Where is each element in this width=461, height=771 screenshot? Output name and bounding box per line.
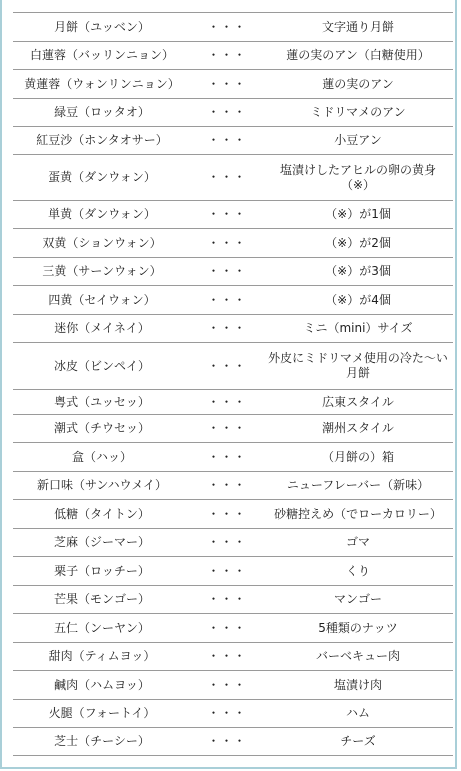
meaning-cell: （※）が4個	[263, 286, 453, 315]
meaning-cell: ニューフレーバー（新味）	[263, 472, 453, 500]
table-row	[13, 614, 453, 643]
term-cell: 甜肉（ティムヨッ）	[13, 643, 191, 671]
meaning-cell: 砂糖控えめ（でローカロリー）	[263, 500, 453, 529]
separator-cell: ・・・	[191, 42, 263, 70]
table-row	[13, 643, 453, 671]
table-row	[13, 99, 453, 127]
meaning-cell: くり	[263, 557, 453, 586]
mooncake-glossary-table	[13, 12, 453, 756]
table-row	[13, 586, 453, 614]
separator-cell: ・・・	[191, 315, 263, 343]
separator-cell: ・・・	[191, 13, 263, 42]
table-row	[13, 155, 453, 201]
term-cell: 双黄（ションウォン）	[13, 229, 191, 258]
term-cell: 盒（ハッ）	[13, 443, 191, 472]
table-row	[13, 42, 453, 70]
meaning-cell: 塩漬けしたアヒルの卵の黄身 （※）	[263, 155, 453, 201]
table-row	[13, 472, 453, 500]
term-cell: 低糖（タイトン）	[13, 500, 191, 529]
term-cell: 新口味（サンハウメイ）	[13, 472, 191, 500]
separator-cell: ・・・	[191, 586, 263, 614]
term-cell: 芝士（チーシー）	[13, 728, 191, 756]
table-row	[13, 127, 453, 155]
separator-cell: ・・・	[191, 343, 263, 390]
meaning-cell: バーベキュー肉	[263, 643, 453, 671]
term-cell: 鹹肉（ハムヨッ）	[13, 671, 191, 700]
term-cell: 単黄（ダンウォン）	[13, 201, 191, 229]
meaning-cell: （※）が1個	[263, 201, 453, 229]
meaning-cell: （※）が2個	[263, 229, 453, 258]
meaning-cell: 蓮の実のアン	[263, 70, 453, 99]
term-cell: 粤式（ユッセッ）	[13, 390, 191, 415]
meaning-cell: 外皮にミドリマメ使用の冷た～い 月餅	[263, 343, 453, 390]
term-cell: 迷你（メイネイ）	[13, 315, 191, 343]
meaning-cell: ハム	[263, 700, 453, 728]
separator-cell: ・・・	[191, 671, 263, 700]
table-row	[13, 70, 453, 99]
term-cell: 潮式（チウセッ）	[13, 415, 191, 443]
separator-cell: ・・・	[191, 258, 263, 286]
term-cell: 白蓮蓉（バッリンニョン）	[13, 42, 191, 70]
separator-cell: ・・・	[191, 728, 263, 756]
table-row	[13, 201, 453, 229]
term-cell: 五仁（ンーヤン）	[13, 614, 191, 643]
meaning-cell: ミニ（mini）サイズ	[263, 315, 453, 343]
term-cell: 四黄（セイウォン）	[13, 286, 191, 315]
meaning-cell: 潮州スタイル	[263, 415, 453, 443]
meaning-cell: 小豆アン	[263, 127, 453, 155]
term-cell: 紅豆沙（ホンタオサー）	[13, 127, 191, 155]
table-row	[13, 315, 453, 343]
meaning-cell: ゴマ	[263, 529, 453, 557]
separator-cell: ・・・	[191, 500, 263, 529]
meaning-cell: 文字通り月餅	[263, 13, 453, 42]
table-row	[13, 415, 453, 443]
table-row	[13, 728, 453, 756]
term-cell: 芝麻（ジーマー）	[13, 529, 191, 557]
meaning-cell: ミドリマメのアン	[263, 99, 453, 127]
separator-cell: ・・・	[191, 155, 263, 201]
separator-cell: ・・・	[191, 529, 263, 557]
term-cell: 三黄（サーンウォン）	[13, 258, 191, 286]
separator-cell: ・・・	[191, 99, 263, 127]
term-cell: 芒果（モンゴー）	[13, 586, 191, 614]
table-row	[13, 286, 453, 315]
glossary-body	[13, 13, 453, 756]
term-cell: 冰皮（ビンペイ）	[13, 343, 191, 390]
meaning-cell: 塩漬け肉	[263, 671, 453, 700]
term-cell: 蛋黄（ダンウォン）	[13, 155, 191, 201]
separator-cell: ・・・	[191, 229, 263, 258]
meaning-cell: マンゴー	[263, 586, 453, 614]
table-row	[13, 390, 453, 415]
separator-cell: ・・・	[191, 415, 263, 443]
separator-cell: ・・・	[191, 700, 263, 728]
term-cell: 緑豆（ロッタオ）	[13, 99, 191, 127]
table-row	[13, 500, 453, 529]
separator-cell: ・・・	[191, 443, 263, 472]
separator-cell: ・・・	[191, 127, 263, 155]
table-row	[13, 529, 453, 557]
term-cell: 黄蓮蓉（ウォンリンニョン）	[13, 70, 191, 99]
meaning-cell: チーズ	[263, 728, 453, 756]
table-row	[13, 700, 453, 728]
separator-cell: ・・・	[191, 286, 263, 315]
separator-cell: ・・・	[191, 614, 263, 643]
table-row	[13, 343, 453, 390]
separator-cell: ・・・	[191, 472, 263, 500]
separator-cell: ・・・	[191, 70, 263, 99]
meaning-cell: 広東スタイル	[263, 390, 453, 415]
meaning-cell: （月餅の）箱	[263, 443, 453, 472]
separator-cell: ・・・	[191, 390, 263, 415]
table-row	[13, 13, 453, 42]
term-cell: 栗子（ロッチー）	[13, 557, 191, 586]
term-cell: 火腿（フォートイ）	[13, 700, 191, 728]
table-row	[13, 258, 453, 286]
meaning-cell: 5種類のナッツ	[263, 614, 453, 643]
separator-cell: ・・・	[191, 557, 263, 586]
table-row	[13, 557, 453, 586]
table-row	[13, 229, 453, 258]
separator-cell: ・・・	[191, 643, 263, 671]
meaning-cell: 蓮の実のアン（白糖使用）	[263, 42, 453, 70]
table-row	[13, 443, 453, 472]
meaning-cell: （※）が3個	[263, 258, 453, 286]
separator-cell: ・・・	[191, 201, 263, 229]
table-row	[13, 671, 453, 700]
term-cell: 月餅（ユッベン）	[13, 13, 191, 42]
